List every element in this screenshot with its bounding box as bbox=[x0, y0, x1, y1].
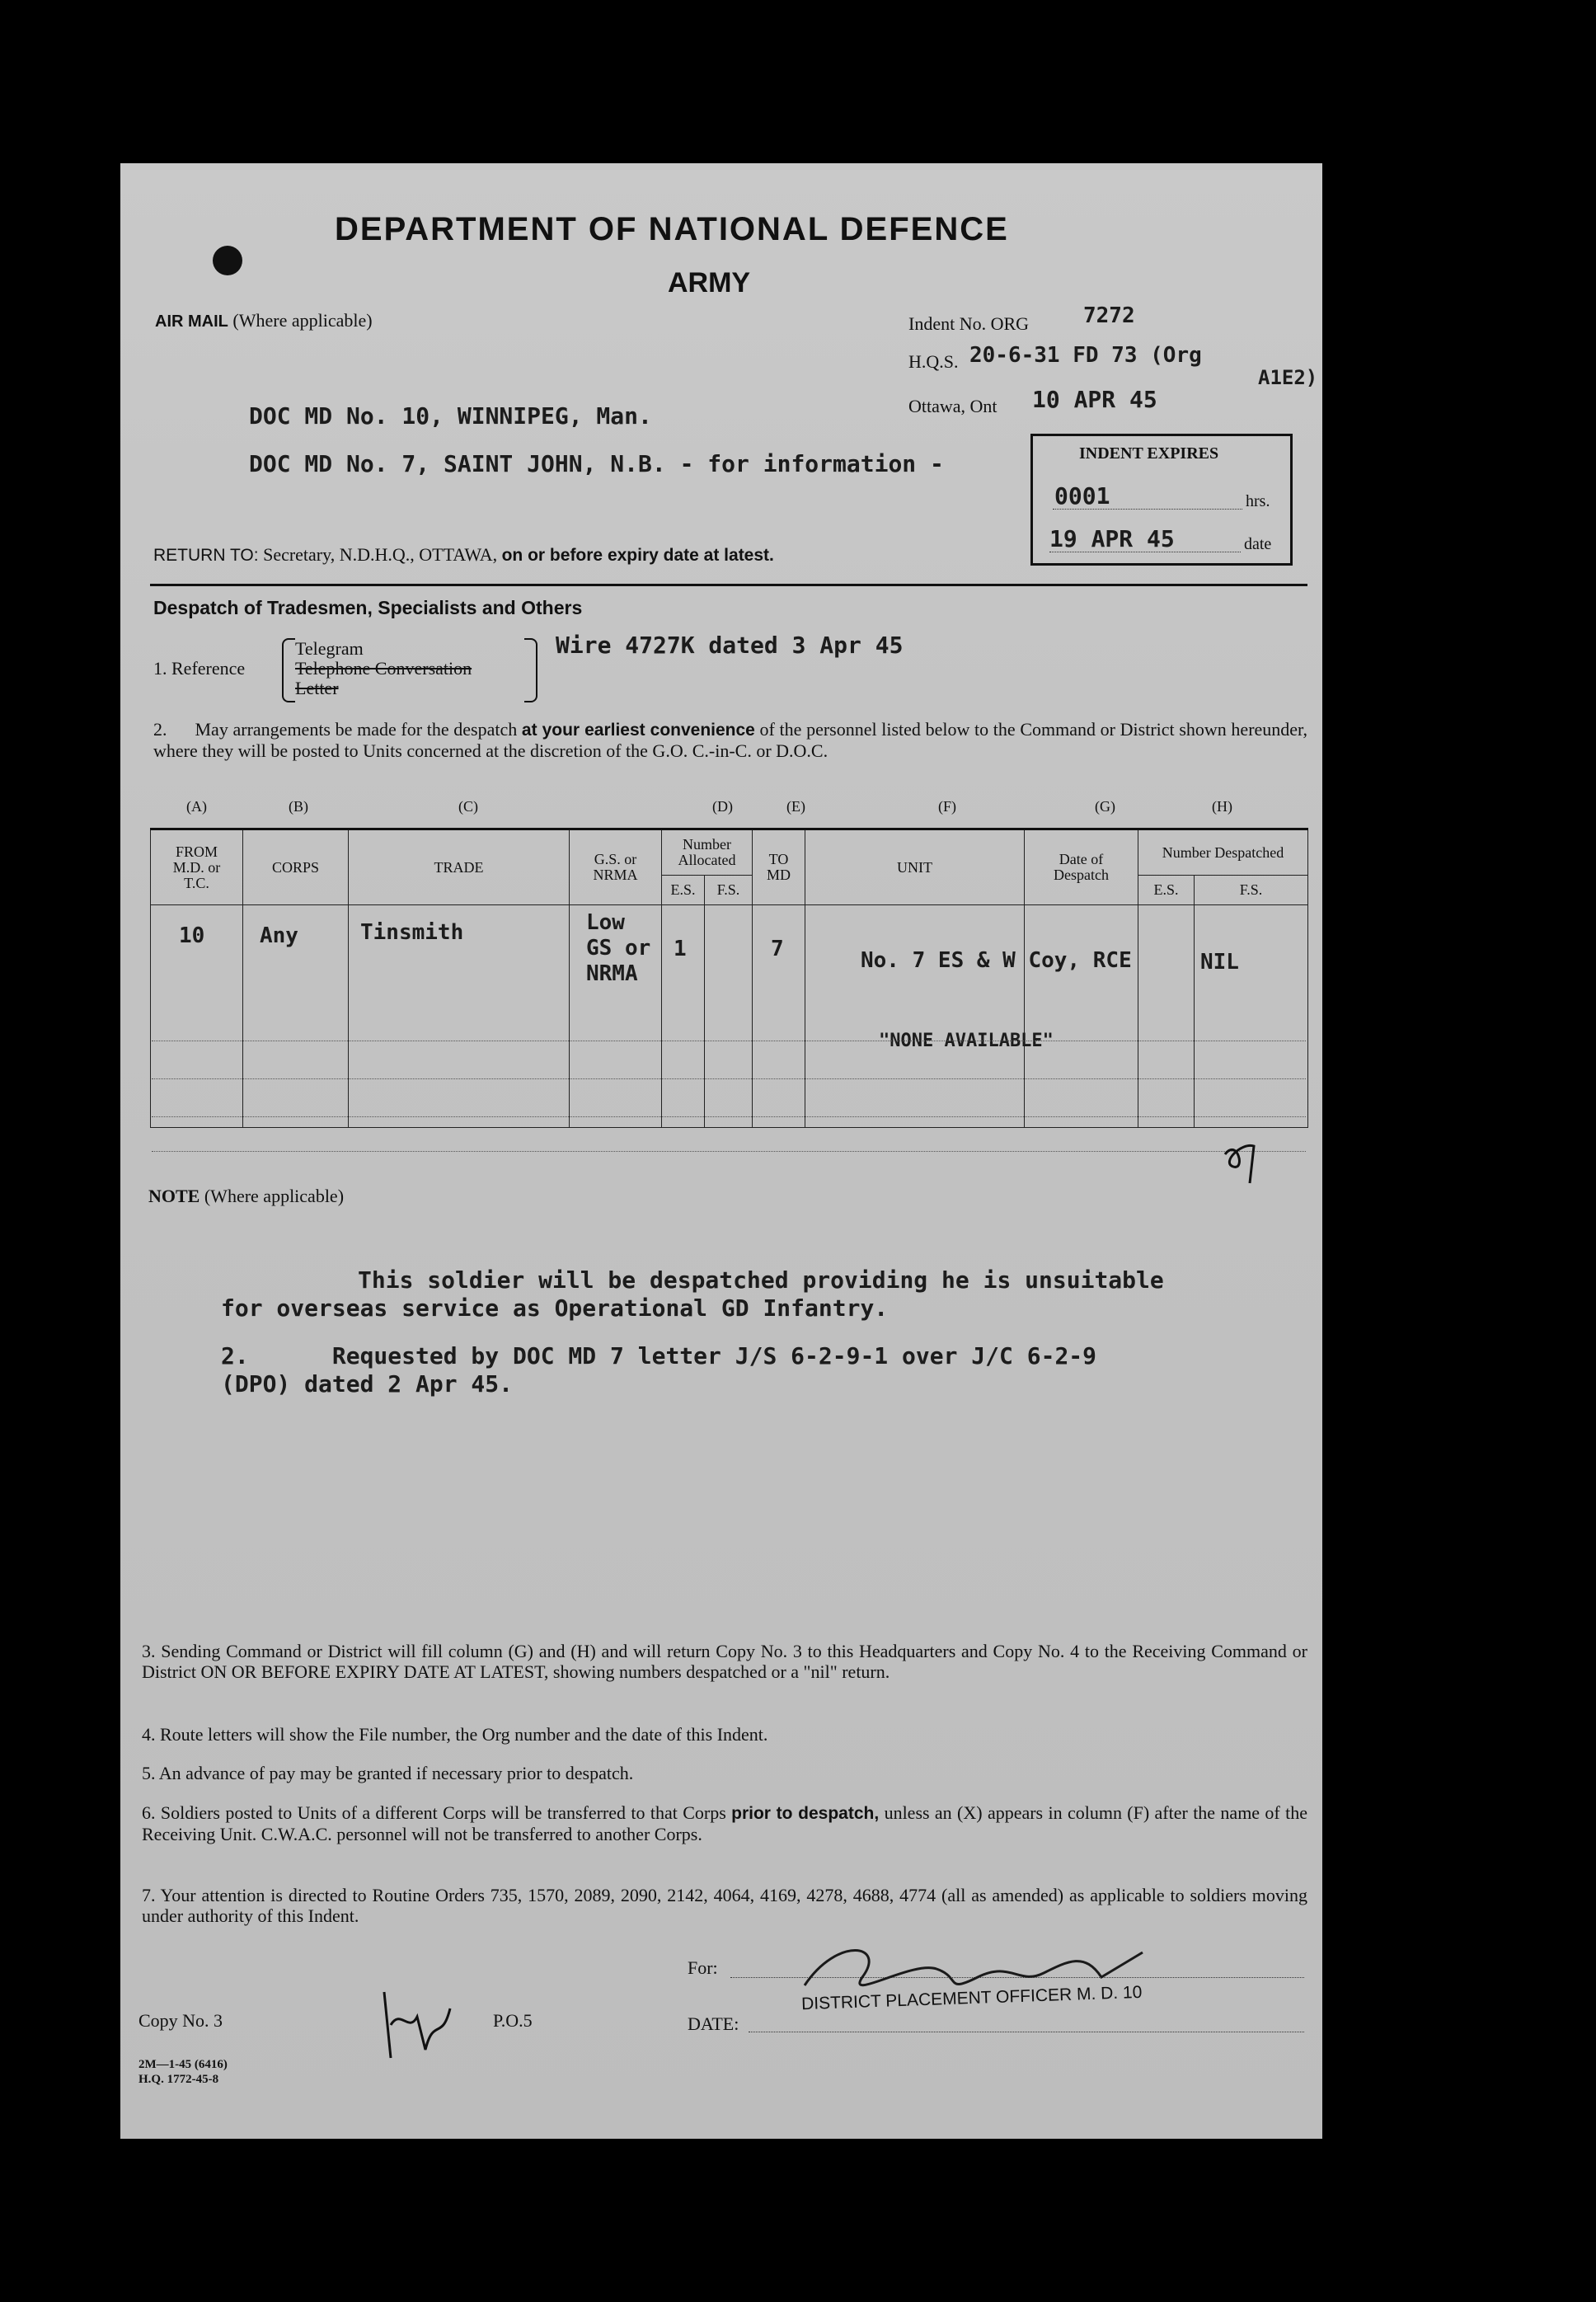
ottawa-date: 10 APR 45 bbox=[1032, 386, 1157, 413]
expiry-time: 0001 bbox=[1054, 482, 1110, 510]
column-letter-a: (A) bbox=[186, 798, 207, 815]
reference-option-letter: Letter bbox=[295, 678, 339, 698]
cell-trade: Tinsmith bbox=[349, 905, 570, 1128]
column-letter-g: (G) bbox=[1095, 798, 1115, 815]
hqs-label: H.Q.S. bbox=[908, 351, 959, 372]
indent-form bbox=[120, 163, 1322, 2139]
header-number-allocated: Number Allocated bbox=[662, 829, 753, 876]
expiry-date-unit: date bbox=[1244, 535, 1272, 553]
column-letter-c: (C) bbox=[458, 798, 478, 815]
for-label: For: bbox=[688, 1957, 718, 1978]
cell-date-of-despatch bbox=[1025, 905, 1138, 1128]
date-label: DATE: bbox=[688, 2013, 739, 2034]
header-alloc-fs: F.S. bbox=[705, 876, 753, 905]
branch-title: ARMY bbox=[668, 267, 751, 298]
instruction-7: 7. Your attention is directed to Routine Orders 735, 1570, 2089, 2090, 2142, 4064, 4169, 4278, 4688, 4774 (all as amended) as applicable to soldiers moving under authority of this Indent. bbox=[142, 1885, 1307, 1926]
department-title: DEPARTMENT OF NATIONAL DEFENCE bbox=[335, 211, 1009, 247]
cell-alloc-es: 1 bbox=[662, 905, 705, 1128]
header-number-despatched: Number Despatched bbox=[1138, 829, 1308, 876]
header-to-md: TO MD bbox=[753, 829, 805, 905]
cell-unit bbox=[805, 905, 1025, 1128]
despatched-value: NIL bbox=[1200, 950, 1239, 975]
reference-brace-right bbox=[524, 638, 537, 702]
instruction-3: 3. Sending Command or District will fill column (G) and (H) and will return Copy No. 3 to this Headquarters and Copy No. 4 to the Receiving Command or District ON OR BEFORE EXPIRY DATE AT LATEST, showing numbers despatched or a "nil" return. bbox=[142, 1641, 1307, 1682]
handwritten-initials bbox=[376, 1984, 467, 2066]
column-letter-h: (H) bbox=[1212, 798, 1232, 815]
personnel-table bbox=[150, 828, 1308, 1128]
note-line-4: (DPO) dated 2 Apr 45. bbox=[221, 1370, 514, 1398]
hqs-value-cont: A1E2) bbox=[1258, 366, 1318, 389]
cell-from: 10 bbox=[151, 905, 243, 1128]
addressee-action: DOC MD No. 10, WINNIPEG, Man. bbox=[249, 402, 652, 430]
column-letter-b: (B) bbox=[289, 798, 308, 815]
instruction-5: 5. An advance of pay may be granted if necessary prior to despatch. bbox=[142, 1763, 634, 1783]
air-mail-label: AIR MAIL (Where applicable) bbox=[155, 310, 373, 331]
print-code-2: H.Q. 1772-45-8 bbox=[138, 2073, 219, 2086]
note-line-3: 2. Requested by DOC MD 7 letter J/S 6-2-9-1 over J/C 6-2-9 bbox=[221, 1342, 1097, 1369]
section-divider bbox=[150, 584, 1307, 586]
indent-number: 7272 bbox=[1083, 303, 1135, 328]
header-desp-es: E.S. bbox=[1138, 876, 1195, 905]
print-code-1: 2M—1-45 (6416) bbox=[138, 2058, 228, 2071]
return-to: RETURN TO: Secretary, N.D.H.Q., OTTAWA, on or before expiry date at latest. bbox=[153, 544, 774, 565]
header-corps: CORPS bbox=[243, 829, 349, 905]
header-trade: TRADE bbox=[349, 829, 570, 905]
po-number: P.O.5 bbox=[493, 2010, 533, 2031]
column-letter-d: (D) bbox=[712, 798, 733, 815]
header-date-of-despatch: Date of Despatch bbox=[1025, 829, 1138, 905]
expiry-date: 19 APR 45 bbox=[1049, 525, 1175, 552]
column-letter-f: (F) bbox=[938, 798, 956, 815]
header-unit: UNIT bbox=[805, 829, 1025, 905]
reference-option-telegram: Telegram bbox=[295, 638, 364, 659]
header-alloc-es: E.S. bbox=[662, 876, 705, 905]
reference-option-telephone: Telephone Conversation bbox=[295, 658, 472, 679]
despatch-paragraph: 2. May arrangements be made for the despatch at your earliest convenience of the personnel listed below to the Command or District shown hereunder, where they will be posted to Units concerned at the discretion of the G.O. C.-in-C. or D.O.C. bbox=[153, 719, 1307, 761]
cell-gs: Low GS or NRMA bbox=[570, 905, 662, 1128]
cell-to-md: 7 bbox=[753, 905, 805, 1128]
expiry-title: INDENT EXPIRES bbox=[1079, 444, 1219, 463]
instruction-4: 4. Route letters will show the File number, the Org number and the date of this Indent. bbox=[142, 1724, 768, 1745]
cell-alloc-fs bbox=[705, 905, 753, 1128]
reference-value: Wire 4727K dated 3 Apr 45 bbox=[556, 632, 904, 659]
row-guide bbox=[152, 1116, 1306, 1117]
note-label: NOTE (Where applicable) bbox=[148, 1186, 345, 1206]
header-desp-fs: F.S. bbox=[1195, 876, 1308, 905]
row-guide bbox=[152, 1078, 1306, 1079]
ottawa-label: Ottawa, Ont bbox=[908, 396, 998, 416]
none-available-remark: "NONE AVAILABLE" bbox=[879, 1031, 1054, 1051]
indent-number-label: Indent No. ORG bbox=[908, 313, 1030, 334]
header-gs: G.S. or NRMA bbox=[570, 829, 662, 905]
unit-value: No. 7 ES & W Coy, RCE bbox=[861, 948, 1132, 973]
cell-desp-es bbox=[1138, 905, 1195, 1128]
header-from: FROM M.D. or T.C. bbox=[151, 829, 243, 905]
table-row bbox=[151, 905, 1308, 1128]
copy-number: Copy No. 3 bbox=[138, 2010, 223, 2031]
hqs-value: 20-6-31 FD 73 (Org bbox=[969, 343, 1202, 368]
row-guide bbox=[152, 1151, 1306, 1152]
cell-desp-fs bbox=[1195, 905, 1308, 1128]
initials-scribble bbox=[1217, 1121, 1283, 1187]
punch-hole bbox=[213, 246, 242, 275]
expiry-time-line bbox=[1053, 509, 1242, 510]
reference-label: 1. Reference bbox=[153, 658, 246, 679]
instruction-6: 6. Soldiers posted to Units of a different Corps will be transferred to that Corps prior to despatch, unless an (X) appears in column (F) after the name of the Receiving Unit. C.W.A.C. personnel will not be transferred to another Corps. bbox=[142, 1802, 1307, 1844]
column-letter-e: (E) bbox=[786, 798, 805, 815]
section-title: Despatch of Tradesmen, Specialists and Others bbox=[153, 597, 583, 618]
note-line-1: This soldier will be despatched providing he is unsuitable bbox=[358, 1266, 1164, 1294]
indent-expiry-box bbox=[1030, 434, 1293, 566]
addressee-info: DOC MD No. 7, SAINT JOHN, N.B. - for information - bbox=[249, 450, 944, 477]
placement-officer-stamp: DISTRICT PLACEMENT OFFICER M. D. 10 bbox=[800, 1982, 1143, 2014]
note-line-2: for overseas service as Operational GD Infantry. bbox=[221, 1294, 889, 1322]
cell-corps: Any bbox=[243, 905, 349, 1128]
reference-brace-left bbox=[282, 638, 295, 702]
expiry-time-unit: hrs. bbox=[1246, 492, 1270, 510]
